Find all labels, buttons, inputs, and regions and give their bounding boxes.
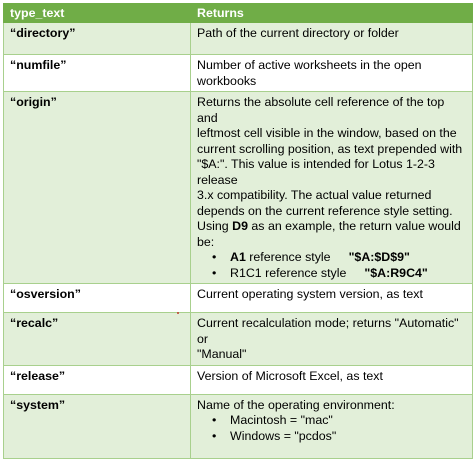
list-item	[197, 429, 466, 445]
returns-cell: Version of Microsoft Excel, as text	[191, 365, 473, 394]
list-item	[197, 250, 466, 266]
bullet-icon: •	[212, 413, 217, 427]
type-text-cell: “system”	[4, 394, 191, 458]
table-row	[4, 23, 473, 55]
header-type-text: type_text	[4, 4, 191, 23]
text-line: Returns the absolute cell reference of the top and	[197, 95, 445, 125]
type-text-cell: “origin”	[4, 92, 191, 284]
type-text-cell: “osversion”	[4, 284, 191, 313]
text-line: 3.x compatibility. The actual value returned	[197, 188, 432, 202]
header-returns: Returns	[191, 4, 473, 23]
list-item	[197, 266, 466, 282]
type-text-table	[3, 3, 473, 459]
returns-cell	[191, 92, 473, 284]
text-line: Current recalculation mode; returns "Automatic" or	[197, 316, 459, 346]
example-line	[197, 219, 466, 250]
style-label-bold: A1	[230, 250, 246, 264]
style-label: reference style	[245, 250, 331, 264]
text-line: depends on the current reference style setting.	[197, 203, 453, 218]
type-text-cell: “directory”	[4, 23, 191, 55]
environment-list	[197, 413, 466, 444]
returns-cell	[191, 394, 473, 458]
text-line: "Manual"	[197, 347, 247, 361]
returns-cell	[191, 313, 473, 366]
example-suffix: as an example, the return value would be:	[197, 219, 461, 249]
example-prefix: Using	[197, 219, 233, 233]
text-line: "$A:". This value is intended for Lotus 1-2-3 release	[197, 157, 435, 187]
type-text-cell: “release”	[4, 365, 191, 394]
table-row	[4, 92, 473, 284]
reference-style-list	[197, 250, 466, 281]
text-line: current scrolling position, as text prepended with	[197, 141, 463, 156]
text-line: leftmost cell visible in the window, based on the	[197, 126, 457, 140]
returns-cell: Path of the current directory or folder	[191, 23, 473, 55]
bullet-icon: •	[212, 250, 217, 264]
type-text-cell: “numfile”	[4, 55, 191, 92]
returns-cell: Number of active worksheets in the open workbooks	[191, 55, 473, 92]
table-header-row	[4, 4, 473, 23]
bullet-icon: •	[212, 265, 217, 280]
example-cell: D9	[232, 219, 248, 233]
stray-mark	[177, 312, 179, 314]
style-label: R1C1 reference style	[230, 265, 347, 280]
type-text-cell: “recalc”	[4, 313, 191, 366]
style-value: "$A:R9C4"	[364, 265, 428, 280]
bullet-icon: •	[212, 428, 217, 443]
text-line: Name of the operating environment:	[197, 397, 395, 412]
environment-value: Macintosh = "mac"	[230, 413, 333, 427]
table-row	[4, 284, 473, 313]
returns-cell: Current operating system version, as text	[191, 284, 473, 313]
table-row	[4, 394, 473, 458]
info-table-container	[3, 3, 472, 459]
style-value: "$A:$D$9"	[348, 250, 410, 264]
environment-value: Windows = "pcdos"	[230, 428, 337, 443]
table-row	[4, 55, 473, 92]
list-item	[197, 413, 466, 429]
table-row	[4, 313, 473, 366]
table-row	[4, 365, 473, 394]
